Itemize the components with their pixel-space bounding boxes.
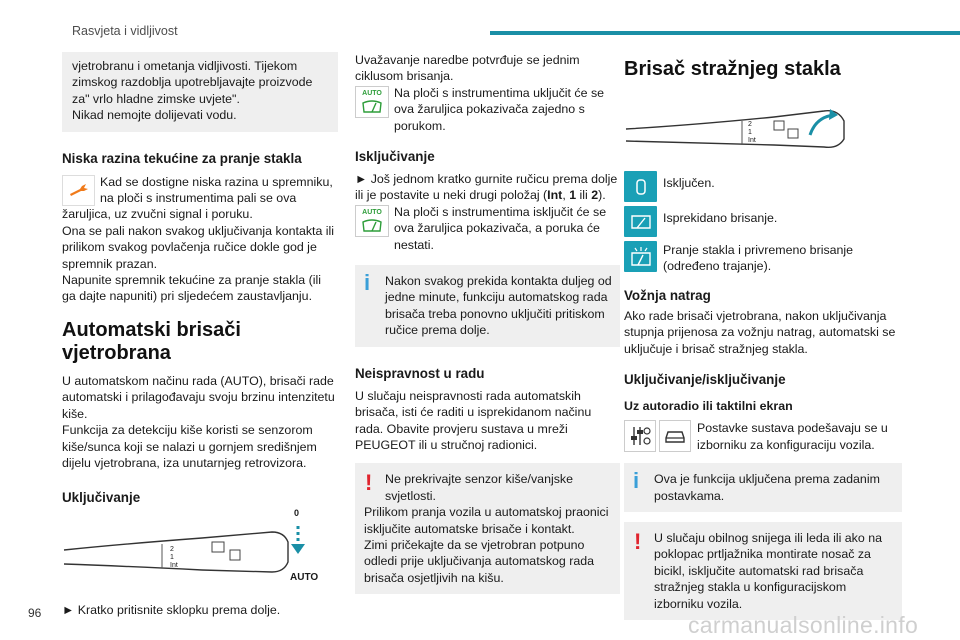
watermark: carmanualsonline.info bbox=[688, 612, 919, 638]
switch-off-one: 1 bbox=[569, 188, 577, 203]
switch-off-two: 2 bbox=[591, 188, 599, 203]
figure-front-stalk bbox=[62, 508, 338, 590]
info-icon: i bbox=[364, 270, 371, 296]
rear-stalk-label-2: 2 bbox=[748, 121, 752, 128]
rear-stalk-illustration bbox=[624, 95, 854, 157]
warning-icon-2: ! bbox=[634, 529, 642, 555]
stalk-label-int: Int bbox=[170, 562, 178, 570]
auto-icon-label-2: AUTO bbox=[362, 208, 382, 216]
warning-note-p3: Zimi pričekajte da se vjetrobran potpuno odledi prije uključivanja automatskog rada brisača osjetljivih na kišu. bbox=[364, 537, 595, 585]
vehicle-icon bbox=[659, 420, 691, 452]
wiper-off-icon bbox=[624, 171, 657, 202]
auto-icon-label: AUTO bbox=[362, 89, 382, 97]
low-fluid-heading: Niska razina tekućine za pranje stakla bbox=[62, 150, 302, 166]
page-number: 96 bbox=[28, 606, 42, 620]
low-fluid-body bbox=[62, 174, 338, 305]
note-top-text2: Nikad nemojte dolijevati vodu. bbox=[72, 108, 237, 123]
figure-label-zero: 0 bbox=[294, 508, 300, 519]
confirm-body bbox=[355, 85, 620, 134]
page-header-title: Rasvjeta i vidljivost bbox=[72, 24, 178, 38]
toggle-subheading: Uz autoradio ili taktilni ekran bbox=[624, 399, 793, 414]
stalk-label-1: 1 bbox=[170, 554, 174, 562]
wrench-icon bbox=[62, 175, 95, 206]
auto-wipers-p2: Funkcija za detekciju kiše koristi se senzorom kiše/sunca koji se nalazi u gornjem središnjem dijelu vjetrobrana, iza unutarnjeg retrovizora. bbox=[62, 423, 317, 470]
column-1 bbox=[62, 52, 338, 619]
wiper-intermittent-icon bbox=[624, 206, 657, 237]
rear-stalk-label-1: 1 bbox=[748, 129, 752, 136]
auto-wipers-p1: U automatskom načinu rada (AUTO), brisači rade automatski i prilagođavaju svoju brzinu intenzitetu kiše. bbox=[62, 373, 335, 421]
switch-off-p1c: ili bbox=[576, 188, 592, 203]
malfunction-p1: U slučaju neispravnosti rada automatskih brisača, isti će raditi u isprekidanom načinu rada. Obavite provjeru sustava u mreži PEUGEOT ili u stručnoj radionici. bbox=[355, 388, 592, 452]
switch-on-heading: Uključivanje bbox=[62, 490, 141, 506]
column-3 bbox=[624, 52, 902, 620]
warning-icon: ! bbox=[365, 470, 373, 496]
switch-off-p2: Na ploči s instrumentima isključit će se ova žaruljica pokazivača, a poruka će nestati. bbox=[394, 204, 607, 252]
info-note-default-text: Ova je funkcija uključena prema zadanim postavkama. bbox=[654, 472, 880, 503]
switch-off-p1 bbox=[355, 171, 620, 204]
mode-intermittent-label: Isprekidano brisanje. bbox=[663, 211, 778, 225]
washer-icon bbox=[624, 241, 657, 272]
low-fluid-p2: Ona se pali nakon svakog uključivanja kontakta ili prilikom svakog povlačenja ručice dokle god je spremnik prazan. bbox=[62, 223, 335, 271]
rear-wiper-modes bbox=[624, 171, 902, 275]
warning-note-sensor bbox=[355, 463, 620, 594]
toggle-heading: Uključivanje/isključivanje bbox=[624, 372, 786, 388]
mode-intermittent bbox=[624, 206, 902, 237]
page-header-bar bbox=[490, 31, 960, 35]
info-note-default bbox=[624, 463, 902, 512]
toggle-p1: Postavke sustava podešavaju se u izborniku za konfiguraciju vozila. bbox=[697, 421, 888, 452]
figure-rear-stalk bbox=[624, 95, 902, 157]
mode-washer bbox=[624, 241, 902, 275]
mode-off bbox=[624, 171, 902, 202]
toggle-body bbox=[624, 420, 902, 453]
switch-on-instruction: ► Kratko pritisnite sklopku prema dolje. bbox=[62, 603, 281, 618]
column-2 bbox=[355, 52, 620, 594]
auto-wiper-indicator-icon-2 bbox=[355, 205, 389, 237]
confirm-p1: Uvažavanje naredbe potvrđuje se jednim ciklusom brisanja. bbox=[355, 53, 580, 84]
low-fluid-p3: Napunite spremnik tekućine za pranje stakla (ili ga dajte napuniti) pri sljedećem zaustavljanju. bbox=[62, 273, 321, 304]
rear-stalk-label-int: Int bbox=[748, 137, 756, 144]
warning-note-p1: Ne prekrivajte senzor kiše/vanjske svjetlosti. bbox=[385, 472, 574, 503]
malfunction-heading: Neispravnost u radu bbox=[355, 365, 485, 381]
figure-label-auto: AUTO bbox=[290, 572, 319, 584]
info-note-auto-text: Nakon svakog prekida kontakta duljeg od jedne minute, funkciju automatskog rada brisača treba ponovno uključiti pritiskom ručice prema dolje. bbox=[385, 274, 612, 338]
reverse-heading: Vožnja natrag bbox=[624, 287, 711, 303]
note-top bbox=[62, 52, 338, 132]
switch-off-heading: Isključivanje bbox=[355, 149, 435, 165]
switch-off-p1d: ). bbox=[598, 188, 606, 203]
settings-sliders-icon bbox=[624, 420, 656, 452]
info-icon-2: i bbox=[633, 468, 640, 494]
info-note-auto bbox=[355, 265, 620, 347]
auto-wipers-body bbox=[62, 373, 338, 471]
stalk-label-2: 2 bbox=[170, 546, 174, 554]
confirm-p2: Na ploči s instrumentima uključit će se ova žaruljica pokazivača zajedno s porukom. bbox=[394, 85, 605, 133]
switch-off-p1b: , bbox=[562, 188, 570, 203]
warning-note-snow-text: U slučaju obilnog snijega ili leda ili ako na poklopac prtljažnika montirate nosač za bicikl, isključite automatski rad brisača stražnjeg stakla u konfiguracijskom izborniku vozila. bbox=[654, 531, 882, 611]
switch-off-int: Int bbox=[547, 188, 563, 203]
switch-off-p1a: ► Još jednom kratko gurnite ručicu prema dolje ili je postavite u neki drugi položaj ( bbox=[355, 172, 618, 203]
switch-off-body bbox=[355, 204, 620, 253]
warning-note-p2: Prilikom pranja vozila u automatskoj praonici isključite automatske brisače i kontakt. bbox=[364, 505, 609, 536]
mode-off-label: Isključen. bbox=[663, 176, 715, 190]
auto-wipers-heading: Automatski brisači vjetrobrana bbox=[62, 318, 241, 364]
note-top-text: vjetrobranu i ometanja vidljivosti. Tijekom zimskog razdoblja upotrebljavajte proizvode za" vrlo hladne zimske uvjete". bbox=[72, 59, 313, 106]
reverse-p1: Ako rade brisači vjetrobrana, nakon uključivanja stupnja prijenosa za vožnju natrag, automatski se uključuje i brisač stražnjeg stakla. bbox=[624, 308, 896, 356]
mode-washer-label: Pranje stakla i privremeno brisanje (određeno trajanje). bbox=[663, 243, 854, 274]
warning-note-snow bbox=[624, 522, 902, 620]
rear-wiper-heading: Brisač stražnjeg stakla bbox=[624, 58, 841, 80]
auto-wiper-indicator-icon bbox=[355, 86, 389, 118]
low-fluid-p1: Kad se dostigne niska razina u spremniku, na ploči s instrumentima pali se ova žaruljica, uz zvučni signal i poruku. bbox=[62, 174, 333, 222]
